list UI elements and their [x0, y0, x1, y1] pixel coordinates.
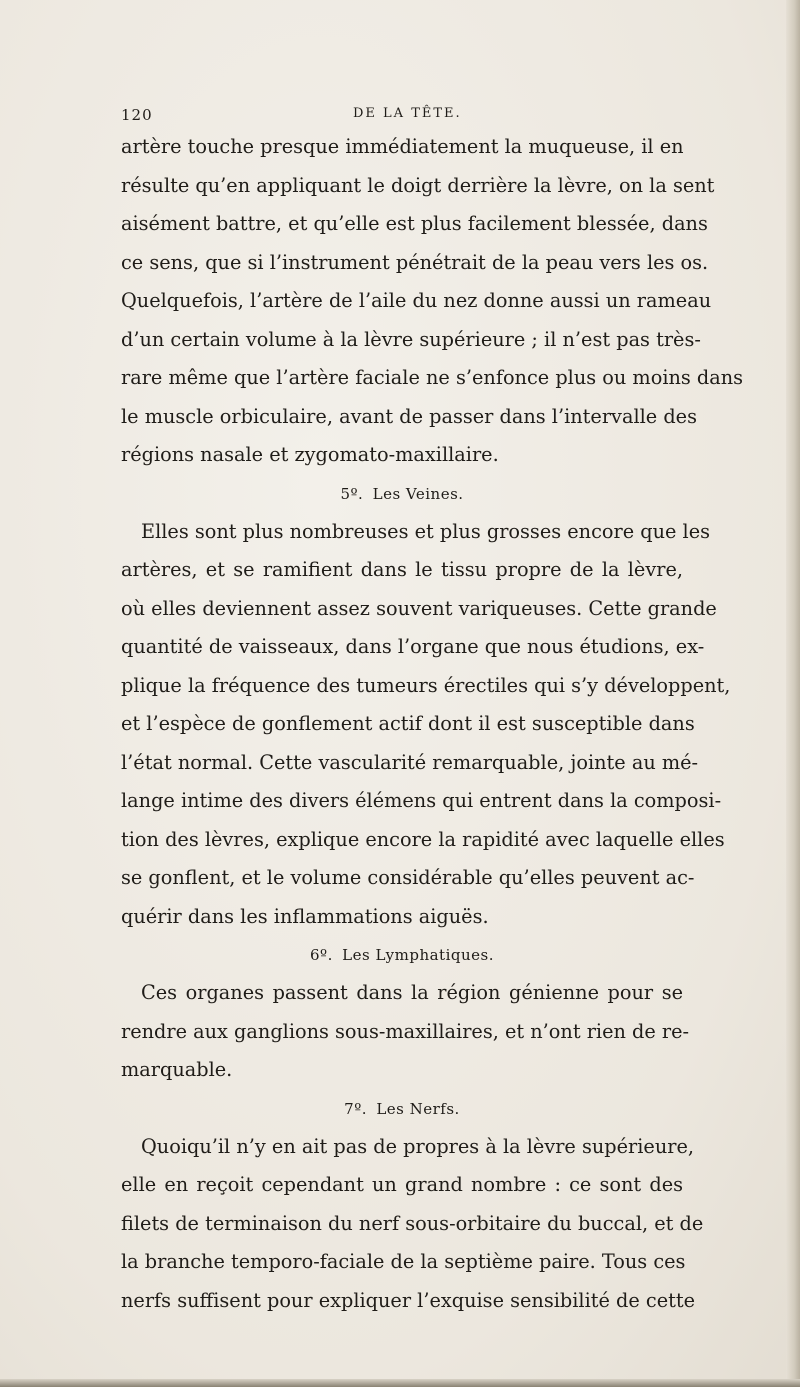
text-line: nerfs suffisent pour expliquer l’exquise sensibilité de cette [121, 1288, 696, 1312]
text-line: aisément battre, et qu’elle est plus facilement blessée, dans [121, 212, 708, 235]
text-line: régions nasale et zygomato-maxillaire. [121, 443, 499, 466]
text-line: lange intime des divers élémens qui entrent dans la composi- [121, 789, 722, 812]
section-heading-lymphatiques [121, 936, 683, 974]
text-line: se gonflent, et le volume considérable qu’elles peuvent ac- [121, 866, 695, 889]
page-edge-bottom [0, 1379, 800, 1387]
text-line: tion des lèvres, explique encore la rapidité avec laquelle elles [121, 827, 725, 851]
running-head [121, 106, 681, 130]
section-title: Les Nerfs. [376, 1099, 460, 1118]
text-line: quantité de vaisseaux, dans l’organe que nous étudions, ex- [121, 635, 705, 658]
section-heading-nerfs [121, 1090, 683, 1128]
text-line: Quelquefois, l’artère de l’aile du nez donne aussi un rameau [121, 289, 712, 312]
section-heading-veines [121, 475, 683, 513]
text-line: rendre aux ganglions sous-maxillaires, et n’ont rien de re- [121, 1019, 690, 1043]
text-line: Ces organes passent dans la région génienne pour se [141, 981, 683, 1004]
page-number: 120 [121, 106, 153, 124]
text-line: Quoiqu’il n’y en ait pas de propres à la lèvre supérieure, [141, 1134, 694, 1158]
section-title: Les Lymphatiques. [342, 946, 494, 964]
text-line: rare même que l’artère faciale ne s’enfonce plus ou moins dans [121, 366, 744, 389]
text-line: filets de terminaison du nerf sous-orbitaire du buccal, et de [121, 1211, 704, 1235]
text-line: elle en reçoit cependant un grand nombre : ce sont des [121, 1173, 683, 1196]
text-line: Elles sont plus nombreuses et plus grosses encore que les [141, 519, 711, 543]
body-text [121, 128, 744, 1320]
text-line: marquable. [121, 1058, 233, 1081]
page-edge-right [786, 0, 800, 1387]
text-line: la branche temporo-faciale de la septième paire. Tous ces [121, 1250, 686, 1273]
text-line: d’un certain volume à la lèvre supérieure ; il n’est pas très- [121, 327, 701, 351]
text-line: artères, et se ramifient dans le tissu propre de la lèvre, [121, 558, 683, 581]
text-line: quérir dans les inflammations aiguës. [121, 904, 489, 928]
text-line: artère touche presque immédiatement la muqueuse, il en [121, 135, 684, 158]
section-number: 7º. [344, 1099, 368, 1118]
running-head-title: DE LA TÊTE. [353, 106, 462, 121]
text-line: résulte qu’en appliquant le doigt derrière la lèvre, on la sent [121, 173, 715, 197]
text-line: et l’espèce de gonflement actif dont il est susceptible dans [121, 712, 695, 735]
section-number: 6º. [310, 946, 333, 964]
section-title: Les Veines. [372, 484, 464, 503]
text-line: plique la fréquence des tumeurs érectiles qui s’y développent, [121, 673, 731, 697]
text-line: où elles deviennent assez souvent variqueuses. Cette grande [121, 596, 717, 620]
text-line: ce sens, que si l’instrument pénétrait de la peau vers les os. [121, 250, 709, 274]
section-number: 5º. [340, 484, 364, 503]
text-line: le muscle orbiculaire, avant de passer dans l’intervalle des [121, 404, 697, 428]
text-line: l’état normal. Cette vascularité remarquable, jointe au mé- [121, 750, 699, 774]
